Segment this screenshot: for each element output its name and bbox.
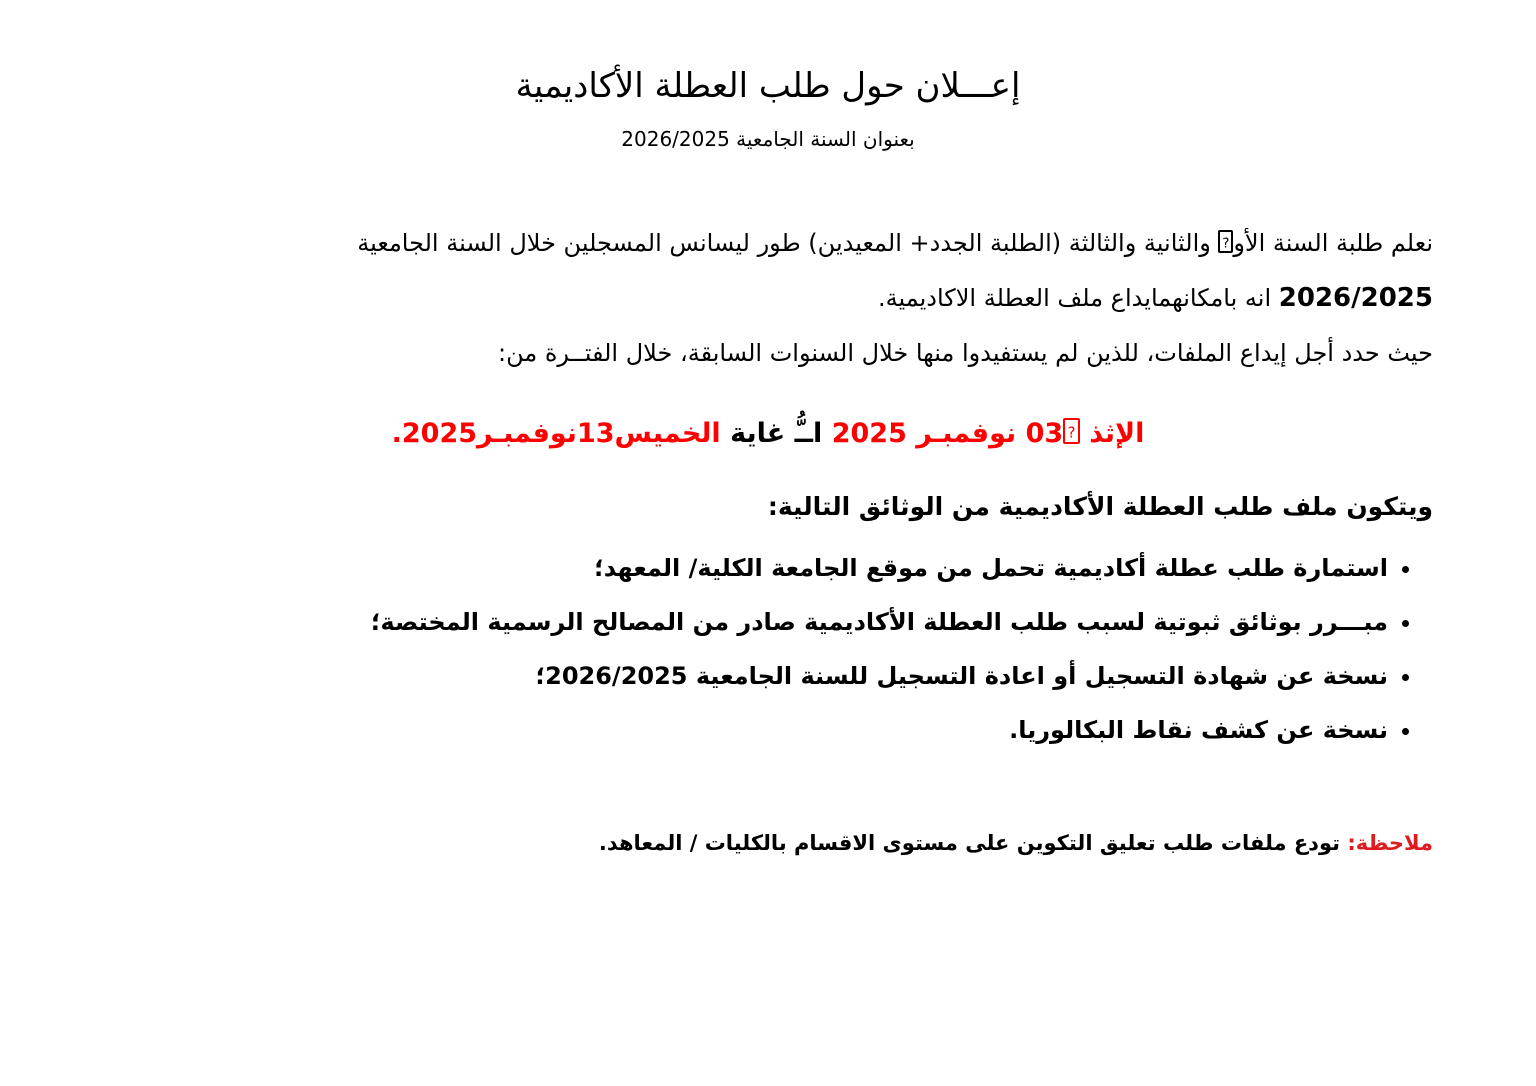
date-missing-glyph-question-mark: ? <box>1067 423 1076 442</box>
note-label: ملاحظة: <box>1347 830 1433 855</box>
date-red-end: الخميس13نوفمبـر2025. <box>391 417 721 449</box>
documents-list <box>283 548 1433 750</box>
date-black-mid: اــُّ غاية <box>720 417 823 449</box>
note-text: تودع ملفات طلب تعليق التكوين على مستوى الاقسام بالكليات / المعاهد. <box>598 830 1348 855</box>
missing-glyph-box <box>1218 230 1233 253</box>
missing-glyph-question-mark: ? <box>1222 236 1230 252</box>
academic-year: 2026/2025 <box>1278 282 1433 313</box>
date-red-start: الإثذ <box>1079 417 1145 449</box>
page-subtitle: بعنوان السنة الجامعية 2026/2025 <box>621 126 915 151</box>
deadline-sentence: حيث حدد أجل إيداع الملفات، للذين لم يستفيدوا منها خلال السنوات السابقة، خلال الفتــرة من: <box>498 338 1433 367</box>
date-range-line <box>103 415 1433 453</box>
body-column <box>283 216 1433 381</box>
documents-heading: ويتكون ملف طلب العطلة الأكاديمية من الوثائق التالية: <box>767 491 1433 521</box>
document-item: • نسخة عن شهادة التسجيل أو اعادة التسجيل للسنة الجامعية 2026/2025؛ <box>283 656 1388 696</box>
document-item: • نسخة عن كشف نقاط البكالوريا. <box>283 710 1388 750</box>
date-red-mid: 03 نوفمبـر 2025 <box>822 417 1064 449</box>
documents-section <box>283 489 1433 860</box>
intro-text-before-gap: نعلم طلبة السنة الأو <box>1233 228 1433 257</box>
intro-text-end: انه بامكانهمايداع ملف العطلة الاكاديمية. <box>878 283 1279 312</box>
intro-text-after-gap: والثانية والثالثة (الطلبة الجدد+ المعيدين) طور ليسانس المسجلين خلال السنة الجامعية <box>357 228 1219 257</box>
document-item: • مبـــرر بوثائق ثبوتية لسبب طلب العطلة الأكاديمية صادر من المصالح الرسمية المختصة؛ <box>283 602 1388 642</box>
note-line <box>283 828 1433 860</box>
page-title: إعـــلان حول طلب العطلة الأكاديمية <box>515 66 1021 106</box>
intro-paragraph <box>283 216 1433 326</box>
date-missing-glyph-box <box>1063 418 1080 444</box>
document-item: • استمارة طلب عطلة أكاديمية تحمل من موقع الجامعة الكلية/ المعهد؛ <box>283 548 1388 588</box>
